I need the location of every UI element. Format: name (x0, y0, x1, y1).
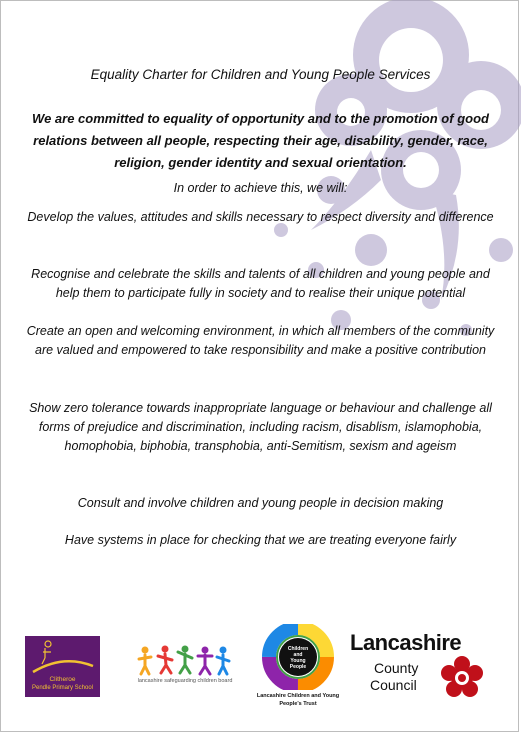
intro-text: In order to achieve this, we will: (173, 181, 348, 195)
pledge-item: Create an open and welcoming environment, in which all members of the community are valued and empowered to take responsibility and make a positive contribution (26, 324, 495, 357)
county-council-logo (350, 630, 500, 710)
pledge-item: Recognise and celebrate the skills and talents of all children and young people and help them to participate fully in society and to realise their unique potential (31, 267, 490, 300)
commitment-statement: We are committed to equality of opportunity and to the promotion of good relations between all people, respecting their age, disability, gender, race, religion, gender identity and sexual orientation. (32, 111, 489, 170)
partner-logos (0, 620, 521, 730)
red-rose-icon (440, 656, 484, 700)
county-name-line3: Council (370, 677, 417, 693)
safeguarding-name: lancashire safeguarding children board (137, 678, 233, 684)
page-title: Equality Charter for Children and Young People Services (90, 67, 431, 82)
pledge-item: Have systems in place for checking that we are treating everyone fairly (64, 533, 457, 547)
pledge-item: Consult and involve children and young people in decision making (77, 496, 444, 510)
safeguarding-logo (135, 644, 235, 689)
school-name-line2: Pendle Primary School (31, 685, 94, 691)
trust-logo (256, 624, 340, 728)
rose-watermark-icon (221, 0, 521, 360)
pledge-item: Develop the values, attitudes and skills necessary to respect diversity and difference (27, 210, 494, 224)
children-figures-icon (135, 644, 235, 676)
county-name-line2: County (374, 660, 419, 676)
trust-caption: Lancashire Children and Young People's Trust (256, 693, 340, 707)
school-logo (25, 636, 100, 697)
school-crest-icon (25, 636, 100, 676)
pledge-item: Show zero tolerance towards inappropriate language or behaviour and challenge all forms of prejudice and discrimination, including racism, disablism, islamophobia, homophobia, biphobia, transphobia, anti-Semitism, sexism and ageism (29, 401, 492, 453)
trust-inner-text: Children and Young People (287, 646, 309, 670)
school-name-line1: Clitheroe (49, 676, 76, 683)
county-name-line1: Lancashire (350, 630, 462, 655)
